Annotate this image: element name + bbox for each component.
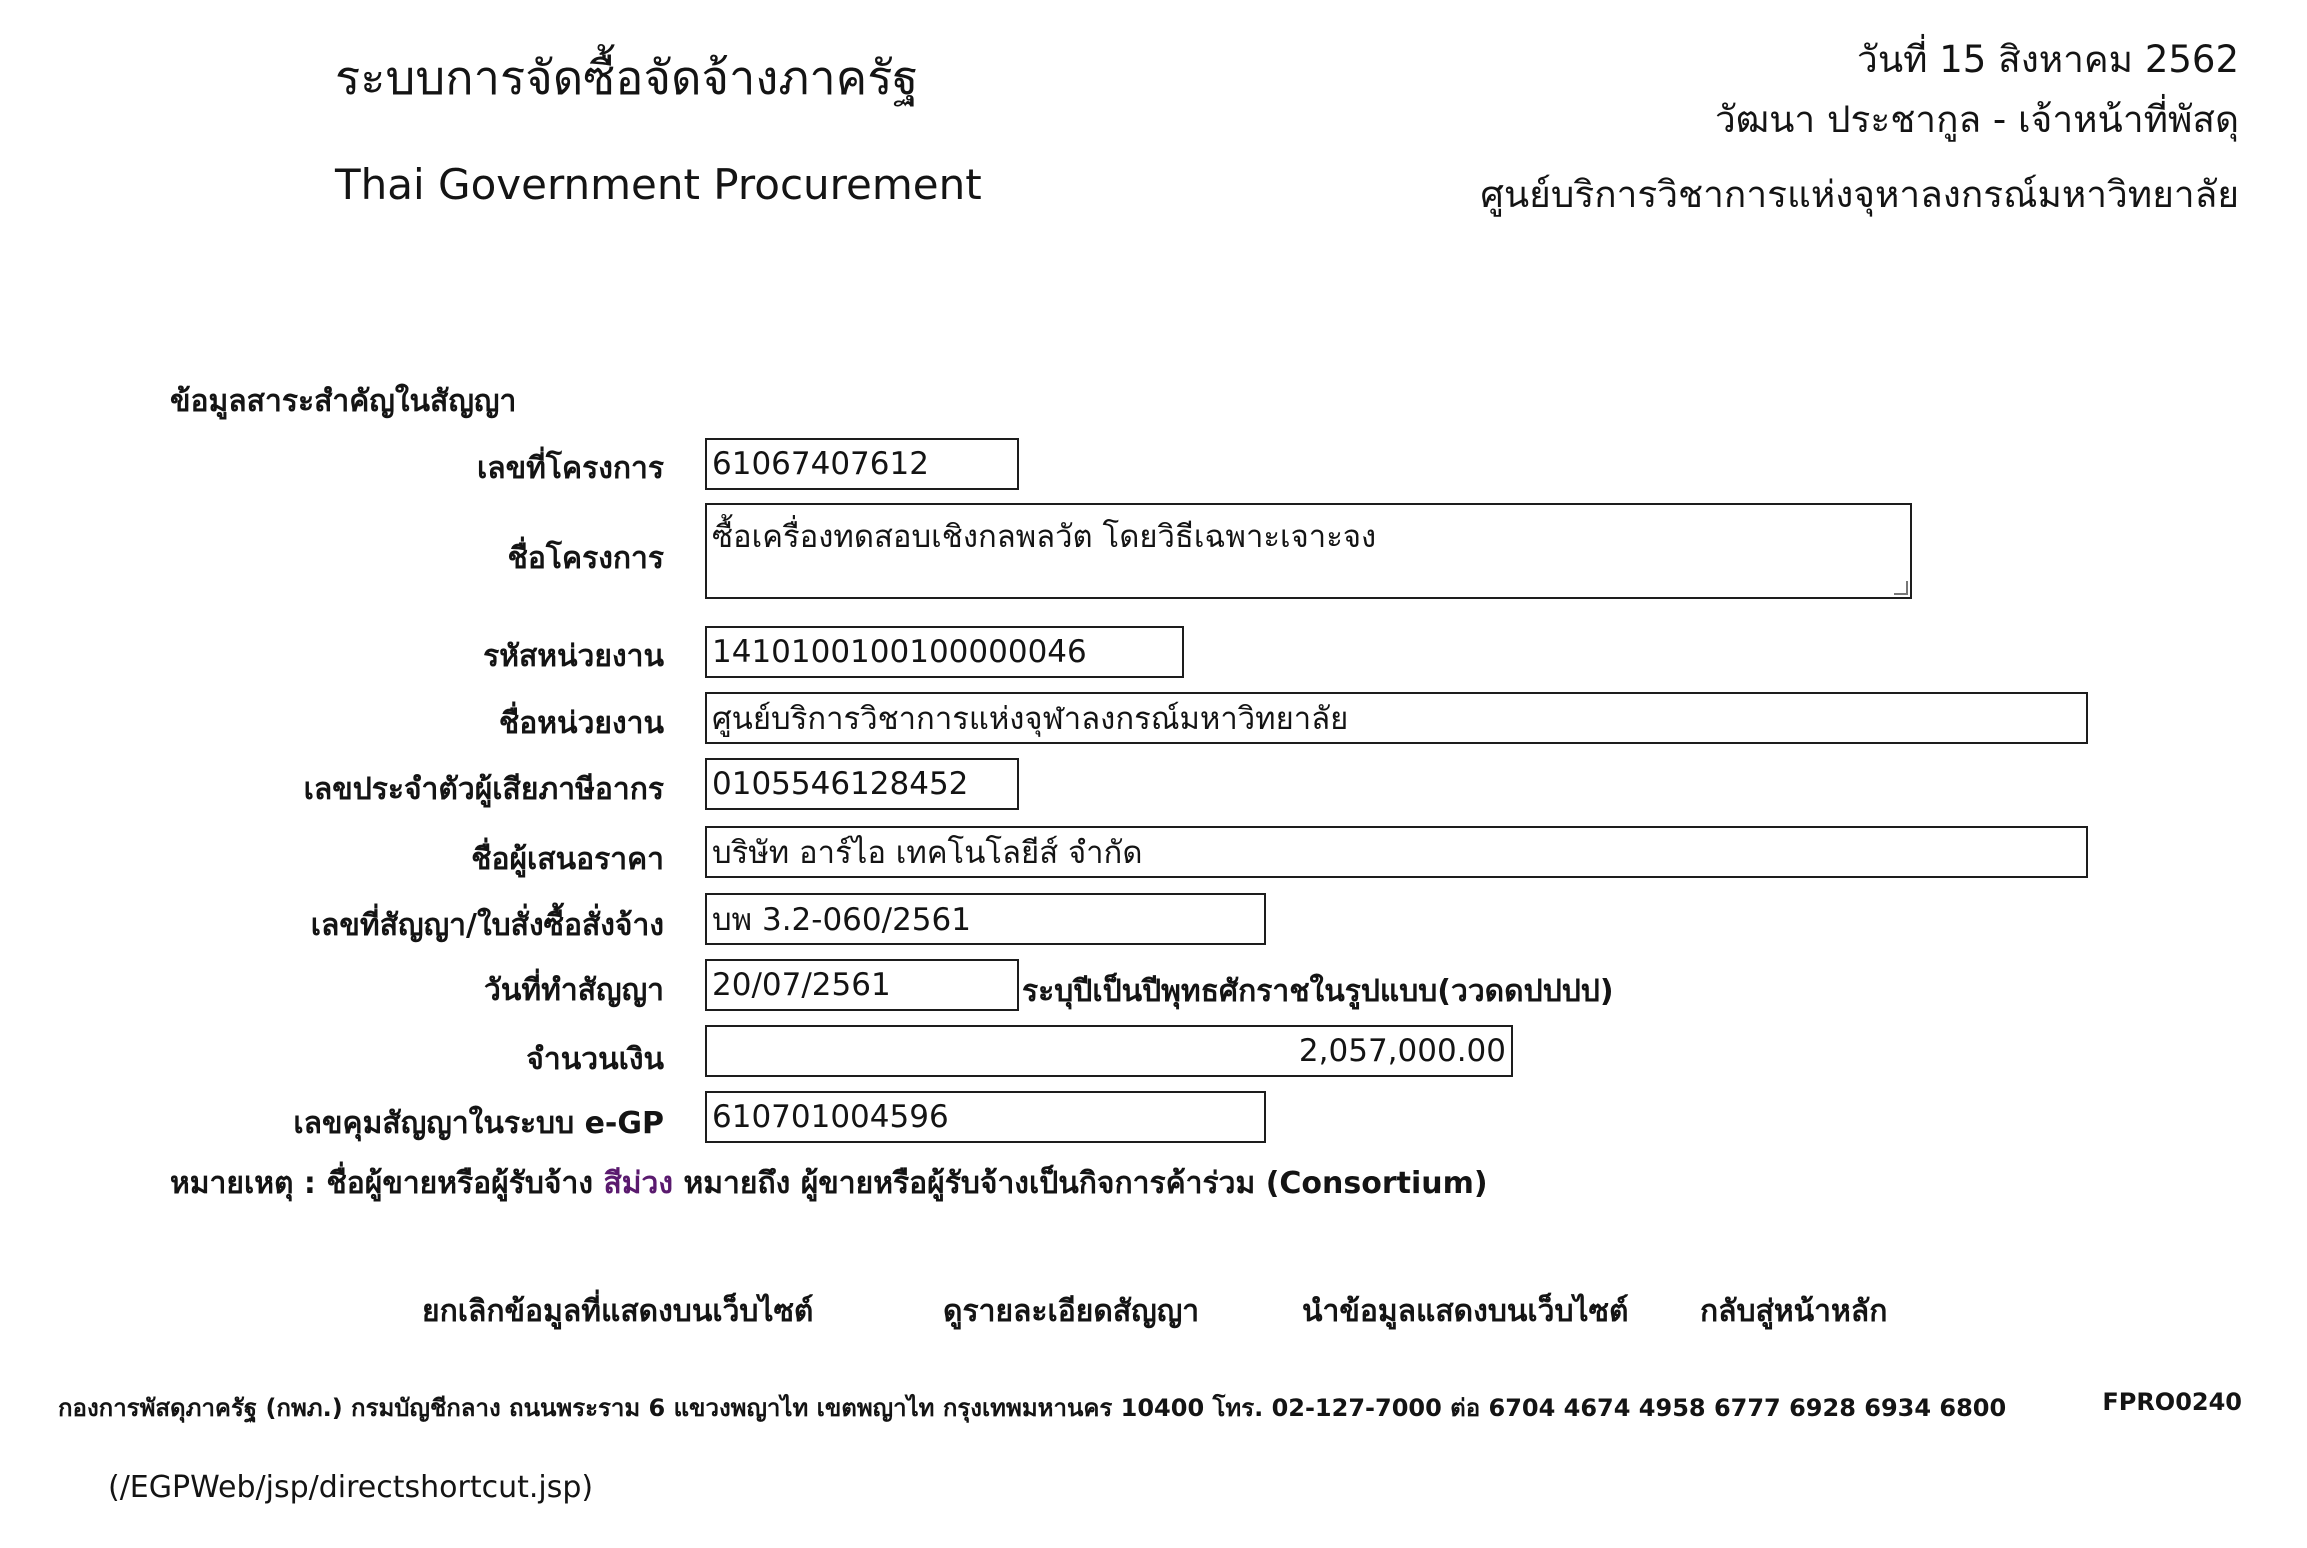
agency-code-field[interactable]: 1410100100100000046: [705, 626, 1184, 678]
egp-control-no-label: เลขคุมสัญญาในระบบ e-GP: [293, 1106, 664, 1141]
back-to-home-link[interactable]: กลับสู่หน้าหลัก: [1700, 1294, 1888, 1329]
user-name-role: วัฒนา ประชากูล - เจ้าหน้าที่พัสดุ: [1714, 98, 2239, 141]
contract-date-hint: ระบุปีเป็นปีพุทธศักราชในรูปแบบ(ววดดปปปป): [1022, 974, 1614, 1009]
note-prefix: หมายเหตุ : ชื่อผู้ขายหรือผู้รับจ้าง: [170, 1166, 593, 1201]
consortium-note: [170, 1160, 1488, 1207]
note-highlight: สีม่วง: [603, 1166, 674, 1201]
amount-field[interactable]: 2,057,000.00: [705, 1025, 1513, 1077]
page-url: (/EGPWeb/jsp/directshortcut.jsp): [108, 1470, 594, 1505]
cancel-display-link[interactable]: ยกเลิกข้อมูลที่แสดงบนเว็บไซต์: [422, 1294, 814, 1329]
footer-address: กองการพัสดุภาครัฐ (กพภ.) กรมบัญชีกลาง ถนนพระราม 6 แขวงพญาไท เขตพญาไท กรุงเทพมหานคร 10400 โทร. 02-127-7000 ต่อ 6704 4674 4958 6777 6928 6934 6800: [58, 1394, 2007, 1422]
contract-date-field[interactable]: 20/07/2561: [705, 959, 1019, 1011]
agency-code-label: รหัสหน่วยงาน: [483, 639, 664, 674]
system-name-thai: ระบบการจัดซื้อจัดจ้างภาครัฐ: [335, 51, 919, 106]
page-code: FPRO0240: [2102, 1388, 2242, 1416]
amount-label: จำนวนเงิน: [526, 1042, 664, 1077]
project-name-label: ชื่อโครงการ: [507, 541, 664, 576]
contract-no-field[interactable]: บพ 3.2-060/2561: [705, 893, 1266, 945]
tax-id-label: เลขประจำตัวผู้เสียภาษีอากร: [303, 772, 664, 807]
system-name-english: Thai Government Procurement: [335, 160, 982, 209]
view-contract-details-link[interactable]: ดูรายละเอียดสัญญา: [943, 1294, 1200, 1329]
contract-date-label: วันที่ทำสัญญา: [483, 973, 664, 1008]
user-organization: ศูนย์บริการวิชาการแห่งจุหาลงกรณ์มหาวิทยาลัย: [1480, 173, 2239, 216]
bidder-name-field[interactable]: บริษัท อาร์ไอ เทคโนโลยีส์ จำกัด: [705, 826, 2088, 878]
contract-no-label: เลขที่สัญญา/ใบสั่งซื้อสั่งจ้าง: [310, 908, 664, 943]
note-suffix: หมายถึง ผู้ขายหรือผู้รับจ้างเป็นกิจการค้าร่วม (Consortium): [683, 1166, 1488, 1201]
current-date: วันที่ 15 สิงหาคม 2562: [1857, 38, 2239, 81]
egp-control-no-field[interactable]: 610701004596: [705, 1091, 1266, 1143]
agency-name-field[interactable]: ศูนย์บริการวิชาการแห่งจุฬาลงกรณ์มหาวิทยาลัย: [705, 692, 2088, 744]
bidder-name-label: ชื่อผู้เสนอราคา: [471, 842, 664, 877]
project-no-field[interactable]: 61067407612: [705, 438, 1019, 490]
project-name-value: ซื้อเครื่องทดสอบเชิงกลพลวัต โดยวิธีเฉพาะเจาะจง: [712, 519, 1377, 555]
project-no-label: เลขที่โครงการ: [477, 451, 664, 486]
project-name-textarea[interactable]: [705, 503, 1912, 599]
tax-id-field[interactable]: 0105546128452: [705, 758, 1019, 810]
publish-to-website-link[interactable]: นำข้อมูลแสดงบนเว็บไซต์: [1302, 1294, 1629, 1329]
agency-name-label: ชื่อหน่วยงาน: [498, 706, 664, 741]
section-title: ข้อมูลสาระสำคัญในสัญญา: [170, 384, 517, 419]
resize-grip-icon[interactable]: [1894, 581, 1908, 595]
